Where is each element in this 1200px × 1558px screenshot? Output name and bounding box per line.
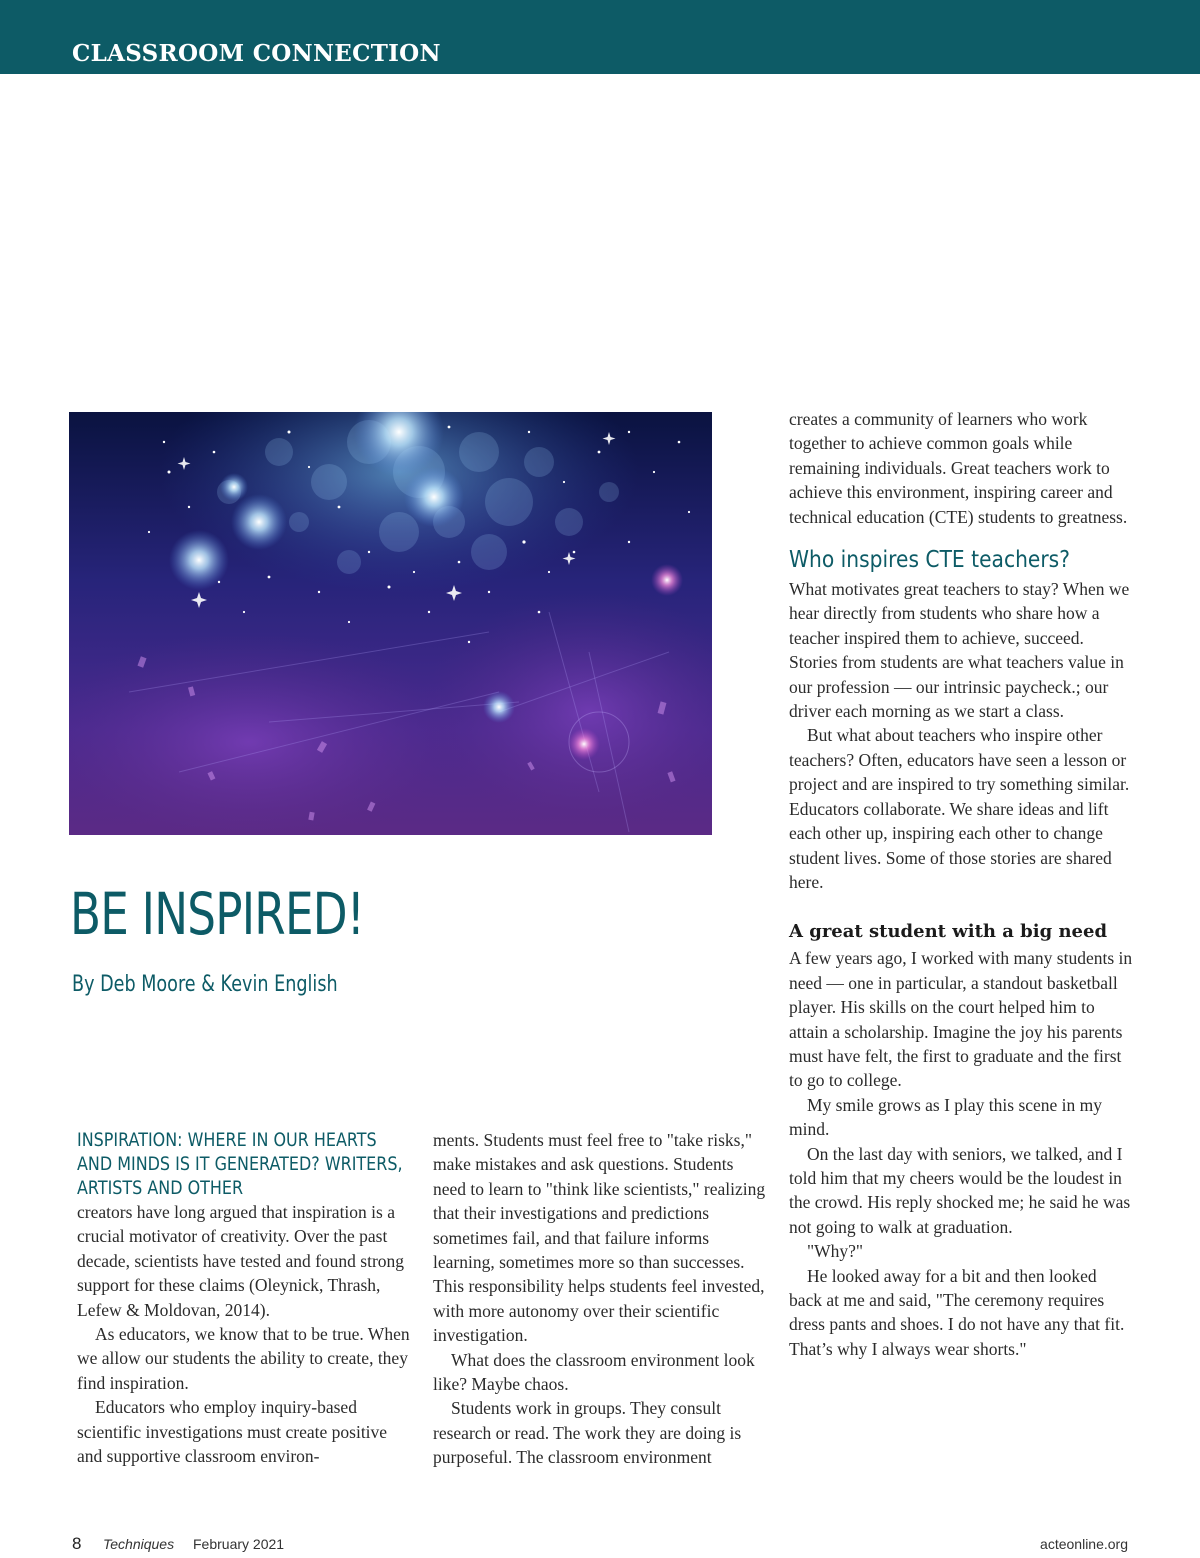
issue-date: February 2021 bbox=[193, 1536, 285, 1552]
paragraph: Students work in groups. They consult research or read. The work they are doing is purposeful. The classroom environment bbox=[433, 1398, 742, 1468]
paragraph: He looked away for a bit and then looked back at me and said, "The ceremony requires dress pants and shoes. I do not have any that fit. That’s why I always wear shorts." bbox=[789, 1265, 1125, 1359]
body-column-3 bbox=[789, 407, 1134, 1361]
paragraph: My smile grows as I play this scene in my mind. bbox=[789, 1094, 1103, 1140]
magazine-name: Techniques bbox=[103, 1536, 175, 1552]
paragraph: creates a community of learners who work together to achieve common goals while remaining individuals. Great teachers work to achieve this environment, inspiring career and technical education (CTE) students to greatness. bbox=[789, 409, 1128, 527]
paragraph: ments. Students must feel free to "take risks," make mistakes and ask questions. Students need to learn to "think like scientists," realizing that their investigations and predictions sometimes fail, and that failure informs learning, sometimes more so than successes. This responsibility helps students feel invested, with more autonomy over their scientific investigation. bbox=[433, 1130, 766, 1346]
page-number: 8 bbox=[72, 1534, 82, 1553]
article-title: BE INSPIRED! bbox=[70, 880, 365, 948]
paragraph: On the last day with seniors, we talked, and I told him that my cheers would be the loudest in the crowd. His reply shocked me; he said he was not going to walk at graduation. bbox=[789, 1143, 1131, 1237]
section-label: CLASSROOM CONNECTION bbox=[72, 40, 441, 67]
paragraph: What does the classroom environment look like? Maybe chaos. bbox=[433, 1349, 755, 1395]
body-column-2 bbox=[433, 1128, 768, 1470]
paragraph: "Why?" bbox=[807, 1241, 864, 1262]
article-byline: By Deb Moore & Kevin English bbox=[72, 972, 338, 997]
paragraph: A few years ago, I worked with many students in need — one in particular, a standout basketball player. His skills on the court helped him to attain a scholarship. Imagine the joy his parents must have felt, the first to graduate and the first to go to college. bbox=[789, 948, 1133, 1091]
lead-in: INSPIRATION: WHERE IN OUR HEARTS AND MINDS IS IT GENERATED? WRITERS, ARTISTS AND OTHER bbox=[77, 1129, 403, 1199]
paragraph: What motivates great teachers to stay? When we hear directly from students who share how a teacher inspired them to achieve, succeed. Stories from students are what teachers value in our profession — our intrinsic paycheck.; our driver each morning as we start a class. bbox=[789, 579, 1130, 722]
hero-image bbox=[69, 412, 712, 835]
galaxy-illustration bbox=[69, 412, 712, 835]
paragraph: creators have long argued that inspiration is a crucial motivator of creativity. Over the past decade, scientists have tested and found strong support for these claims (Oleynick, Thrash, Lefew & Moldovan, 2014). bbox=[77, 1202, 405, 1320]
paragraph: Educators who employ inquiry-based scientific investigations must create positive and supportive classroom environ- bbox=[77, 1397, 388, 1467]
subheading: A great student with a big need bbox=[789, 921, 1108, 943]
paragraph: But what about teachers who inspire other teachers? Often, educators have seen a lesson or project and are inspired to try something similar. Educators collaborate. We share ideas and lift each other up, inspiring each other to change student lives. Some of those stories are shared here. bbox=[789, 725, 1130, 892]
body-column-1 bbox=[77, 1128, 412, 1468]
subheading: Who inspires CTE teachers? bbox=[789, 547, 1070, 574]
paragraph: As educators, we know that to be true. When we allow our students the ability to create, they find inspiration. bbox=[77, 1324, 410, 1393]
website-link[interactable]: acteonline.org bbox=[1040, 1536, 1128, 1552]
